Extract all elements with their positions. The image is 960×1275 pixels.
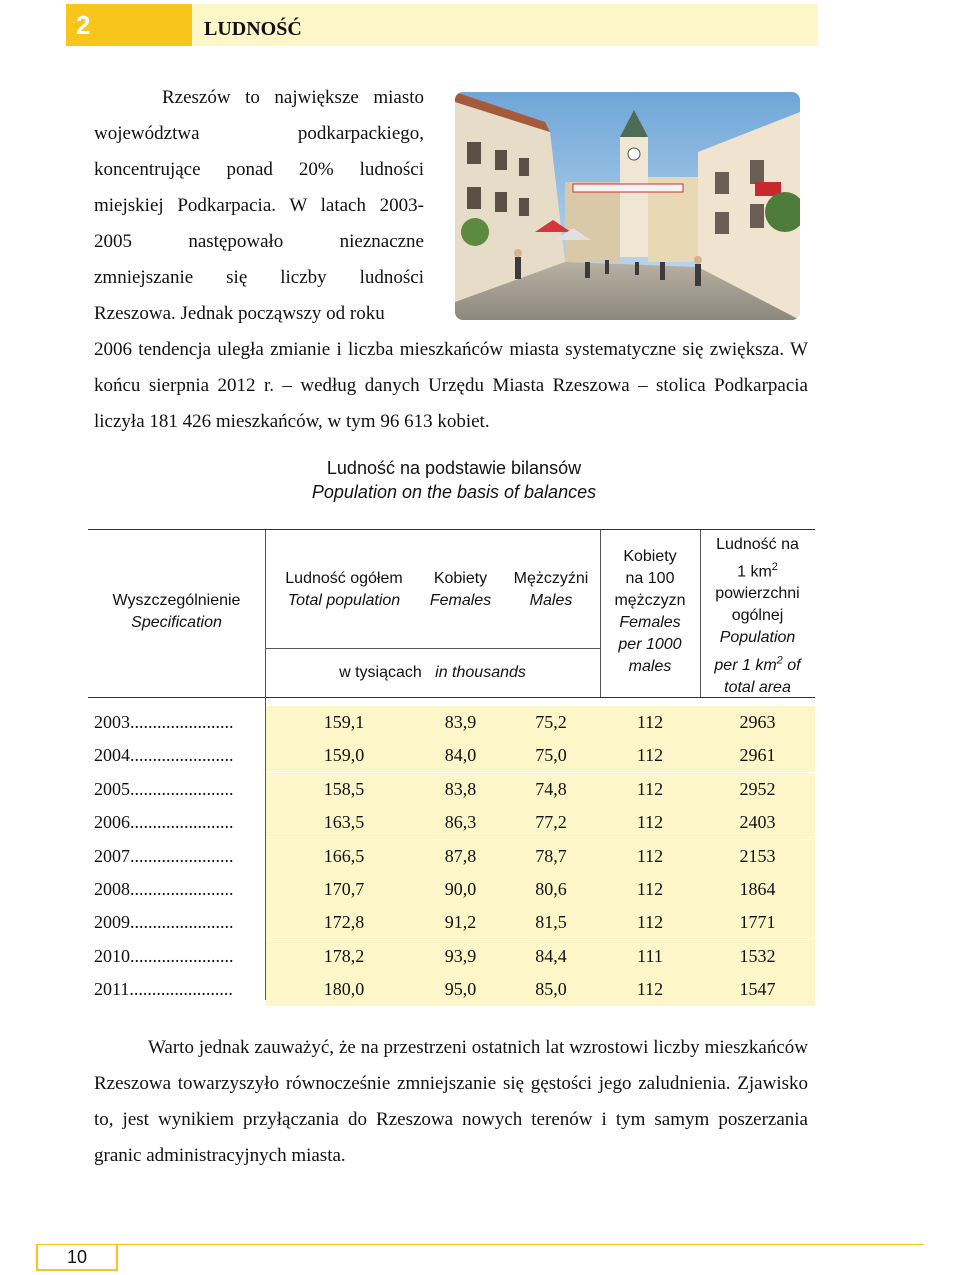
closing-paragraph: Warto jednak zauważyć, że na przestrzeni ostatnich lat wzrostowi liczby mieszkańców Rzeszowa towarzyszyło równocześnie zmniejszanie się gęstości jego zaludnienia. Zjawisko to, jest wynikiem przyłączania do Rzeszowa nowych terenów i tym samym poszerzania granic administracyjnych miasta.: [94, 1037, 808, 1166]
cell-total: 163,5: [323, 812, 365, 833]
cell-males: 77,2: [535, 812, 567, 833]
chapter-header: [66, 4, 818, 46]
cell-ratio: 112: [636, 812, 664, 833]
cell-females: 93,9: [444, 945, 477, 966]
cell-ratio: 111: [637, 945, 663, 966]
cell-females: 84,0: [444, 745, 477, 766]
unit-label: w tysiącach in thousands: [339, 664, 526, 681]
cell-total: 172,8: [323, 912, 365, 933]
street-photo: [455, 92, 800, 320]
row-year: 2009.......................: [94, 912, 234, 933]
cell-density: 2153: [739, 845, 776, 866]
col-spec: Wyszczególnienie Specification: [112, 592, 241, 631]
cell-females: 83,8: [444, 778, 477, 799]
table-row: [88, 739, 815, 772]
cell-females: 95,0: [444, 979, 477, 1000]
cell-density: 1771: [739, 912, 776, 933]
cell-total: 158,5: [323, 778, 365, 799]
table-row: [88, 840, 815, 873]
cell-density: 2961: [739, 745, 776, 766]
row-year: 2004.......................: [94, 745, 234, 766]
row-year: 2010.......................: [94, 945, 234, 966]
row-year: 2007.......................: [94, 845, 234, 866]
table-row: [88, 706, 815, 739]
cell-females: 86,3: [444, 812, 477, 833]
cell-females: 90,0: [444, 879, 477, 899]
table-title-pl: Ludność na podstawie bilansów: [326, 458, 582, 478]
cell-density: 1547: [739, 979, 776, 1000]
intro-paragraph-b: 2006 tendencja uległa zmianie i liczba mieszkańców miasta systematyczne się zwiększa. W końcu sierpnia 2012 r. – według danych Urzędu Miasta Rzeszowa – stolica Podkarpacia liczyła 181 426 mieszkańców, w tym 96 613 kobiet.: [94, 339, 808, 432]
col-total: Ludność ogółem Total population: [285, 570, 403, 609]
cell-density: 1532: [739, 945, 776, 966]
cell-males: 78,7: [535, 845, 567, 866]
cell-total: 159,1: [323, 712, 365, 732]
row-year: 2011.......................: [94, 979, 233, 1000]
cell-total: 170,7: [323, 879, 365, 899]
cell-males: 75,2: [535, 712, 567, 732]
intro-paragraph-a: Rzeszów to największe miasto województwa podkarpackiego, koncentrujące ponad 20% ludności miejskiej Podkarpacia. W latach 2003-2005 następowało nieznaczne zmniejszanie się liczby ludności Rzeszowa. Jednak począwszy od roku: [94, 87, 424, 324]
cell-males: 85,0: [535, 979, 567, 1000]
page-number: 10: [36, 1244, 118, 1271]
table-row: [88, 940, 815, 973]
cell-females: 91,2: [444, 912, 477, 933]
cell-total: 178,2: [323, 945, 365, 966]
table-row: [88, 973, 815, 1006]
cell-males: 74,8: [535, 778, 567, 799]
row-year: 2008.......................: [94, 879, 234, 899]
cell-males: 84,4: [535, 945, 567, 966]
cell-total: 166,5: [323, 845, 365, 866]
cell-ratio: 112: [636, 979, 664, 1000]
chapter-number: 2: [66, 4, 192, 46]
cell-density: 2952: [739, 778, 776, 799]
cell-females: 87,8: [444, 845, 477, 866]
table-row: [88, 806, 815, 839]
cell-males: 81,5: [535, 912, 567, 933]
cell-total: 159,0: [323, 745, 365, 766]
cell-ratio: 112: [636, 912, 664, 933]
col-females: Kobiety Females: [429, 570, 492, 609]
cell-ratio: 112: [636, 879, 664, 899]
chapter-title: LUDNOŚĆ: [204, 18, 302, 40]
col-males: Mężczyźni Males: [513, 570, 589, 609]
col-ratio: Kobiety na 100 mężczyzn Females per 1000 males: [614, 548, 686, 675]
row-year: 2006.......................: [94, 812, 234, 833]
unit-divider: [265, 648, 600, 649]
cell-density: 2963: [739, 712, 776, 732]
row-year: 2003.......................: [94, 712, 234, 732]
table-title-en: Population on the basis of balances: [311, 482, 597, 502]
cell-ratio: 112: [636, 712, 664, 732]
cell-females: 83,9: [444, 712, 477, 732]
cell-total: 180,0: [323, 979, 365, 1000]
cell-ratio: 112: [636, 845, 664, 866]
cell-males: 80,6: [535, 879, 567, 899]
table-row: [88, 906, 815, 939]
cell-ratio: 112: [636, 745, 664, 766]
cell-density: 2403: [739, 812, 776, 833]
table-header: [88, 529, 815, 698]
cell-density: 1864: [739, 879, 776, 899]
col-density: Ludność na 1 $km^2$ powierzchni ogólnej Population per 1 $km^2$ of total area: [714, 536, 801, 696]
footer-rule: [36, 1244, 924, 1245]
row-year: 2005.......................: [94, 778, 234, 799]
cell-ratio: 112: [636, 778, 664, 799]
cell-males: 75,0: [535, 745, 567, 766]
table-row: [88, 873, 815, 906]
table-row: [88, 773, 815, 806]
